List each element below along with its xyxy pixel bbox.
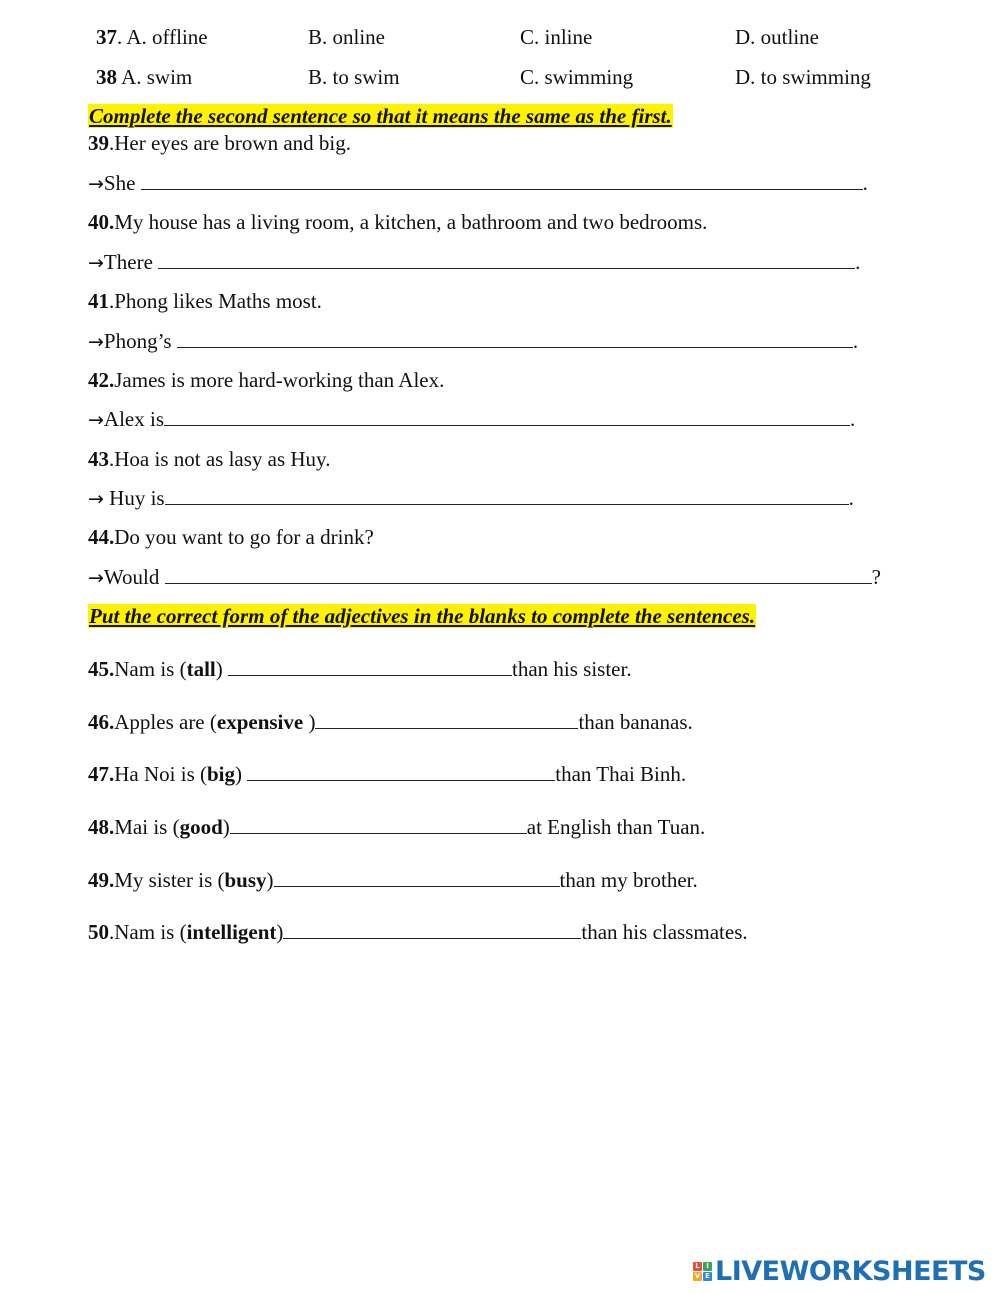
answer-blank[interactable] bbox=[165, 487, 849, 505]
question-number: 49. bbox=[88, 868, 115, 892]
arrow-icon: → bbox=[88, 567, 104, 589]
section-heading-rewrite: Complete the second sentence so that it means the same as the first. bbox=[89, 104, 672, 128]
arrow-icon: → bbox=[88, 331, 104, 353]
adjective: intelligent bbox=[186, 920, 277, 944]
question-40 bbox=[88, 209, 707, 235]
adjective: tall bbox=[186, 657, 216, 681]
question-44 bbox=[88, 524, 374, 550]
mc-option-c[interactable]: C. inline bbox=[520, 25, 593, 49]
question-sentence: James is more hard-working than Alex. bbox=[114, 368, 445, 392]
adjective: big bbox=[207, 762, 236, 786]
mc-option-b[interactable]: B. online bbox=[308, 25, 385, 49]
mc-option-b[interactable]: B. to swim bbox=[308, 65, 400, 89]
answer-start: There bbox=[103, 250, 159, 274]
answer-blank[interactable] bbox=[315, 711, 578, 729]
answer-blank[interactable] bbox=[165, 566, 872, 584]
answer-blank[interactable] bbox=[164, 408, 850, 426]
question-number: 37 bbox=[96, 25, 117, 49]
answer-line-42: →Alex is . bbox=[88, 407, 856, 431]
mc-row-37 bbox=[96, 25, 916, 51]
question-number: 40. bbox=[88, 210, 115, 234]
logo-text: LIVEWORKSHEETS bbox=[715, 1255, 986, 1287]
question-50: 50.Nam is (intelligent) than his classmates. bbox=[88, 920, 748, 944]
arrow-icon: → bbox=[88, 488, 104, 510]
question-number: 46. bbox=[88, 710, 115, 734]
mc-option-d[interactable]: D. outline bbox=[735, 25, 819, 49]
answer-start: Alex is bbox=[103, 407, 164, 431]
answer-blank[interactable] bbox=[230, 816, 527, 834]
question-sentence: Hoa is not as lasy as Huy. bbox=[114, 447, 331, 471]
answer-blank[interactable] bbox=[141, 172, 863, 190]
arrow-icon: → bbox=[88, 252, 104, 274]
answer-line-41: →Phong’s . bbox=[88, 329, 859, 353]
answer-blank[interactable] bbox=[274, 869, 560, 887]
mc-option-d[interactable]: D. to swimming bbox=[735, 65, 871, 89]
question-sentence: Do you want to go for a drink? bbox=[114, 525, 374, 549]
question-sentence: Her eyes are brown and big. bbox=[114, 131, 351, 155]
answer-blank[interactable] bbox=[228, 658, 512, 676]
question-42 bbox=[88, 367, 444, 393]
answer-start: Huy is bbox=[103, 486, 165, 510]
answer-line-39: →She . bbox=[88, 171, 868, 195]
liveworksheets-logo bbox=[693, 1257, 986, 1285]
question-47: 47.Ha Noi is (big) than Thai Binh. bbox=[88, 762, 687, 786]
question-number: 43 bbox=[88, 447, 109, 471]
question-number: 44. bbox=[88, 525, 115, 549]
question-number: 38 bbox=[96, 65, 117, 89]
adjective: expensive bbox=[216, 710, 304, 734]
question-49: 49.My sister is (busy) than my brother. bbox=[88, 868, 698, 892]
question-41: 41.Phong likes Maths most. bbox=[88, 289, 322, 313]
mc-option-a[interactable] bbox=[96, 25, 208, 50]
question-45: 45.Nam is (tall) than his sister. bbox=[88, 657, 632, 681]
option-a-text: . A. offline bbox=[117, 25, 208, 49]
answer-blank[interactable] bbox=[177, 330, 853, 348]
answer-blank[interactable] bbox=[247, 763, 555, 781]
mc-row-38 bbox=[96, 65, 916, 91]
adjective: busy bbox=[224, 868, 267, 892]
arrow-icon: → bbox=[88, 409, 104, 431]
question-number: 42. bbox=[88, 368, 115, 392]
answer-line-43: → Huy is . bbox=[88, 486, 854, 510]
question-43: 43.Hoa is not as lasy as Huy. bbox=[88, 447, 331, 471]
question-number: 48. bbox=[88, 815, 115, 839]
section-heading-adjectives: Put the correct form of the adjectives in the blanks to complete the sentences. bbox=[89, 604, 756, 628]
question-number: 41 bbox=[88, 289, 109, 313]
option-a-text: A. swim bbox=[117, 65, 193, 89]
question-sentence: My house has a living room, a kitchen, a bathroom and two bedrooms. bbox=[114, 210, 708, 234]
question-48: 48.Mai is (good) at English than Tuan. bbox=[88, 815, 706, 839]
answer-start: Would bbox=[103, 565, 165, 589]
question-number: 39 bbox=[88, 131, 109, 155]
answer-line-44: →Would ? bbox=[88, 565, 881, 589]
answer-blank[interactable] bbox=[158, 251, 855, 269]
liveworksheets-logo-icon: L I V E bbox=[693, 1262, 712, 1281]
mc-option-c[interactable]: C. swimming bbox=[520, 65, 634, 89]
arrow-icon: → bbox=[88, 173, 104, 195]
question-sentence: Phong likes Maths most. bbox=[114, 289, 322, 313]
adjective: good bbox=[179, 815, 223, 839]
answer-start: She bbox=[103, 171, 141, 195]
question-number: 45. bbox=[88, 657, 115, 681]
question-number: 47. bbox=[88, 762, 115, 786]
question-39: 39.Her eyes are brown and big. bbox=[88, 131, 351, 155]
question-number: 50 bbox=[88, 920, 109, 944]
answer-line-40: →There . bbox=[88, 250, 861, 274]
answer-start: Phong’s bbox=[103, 329, 177, 353]
question-46: 46.Apples are (expensive ) than bananas. bbox=[88, 710, 693, 734]
answer-blank[interactable] bbox=[283, 921, 581, 939]
mc-option-a[interactable] bbox=[96, 65, 192, 90]
